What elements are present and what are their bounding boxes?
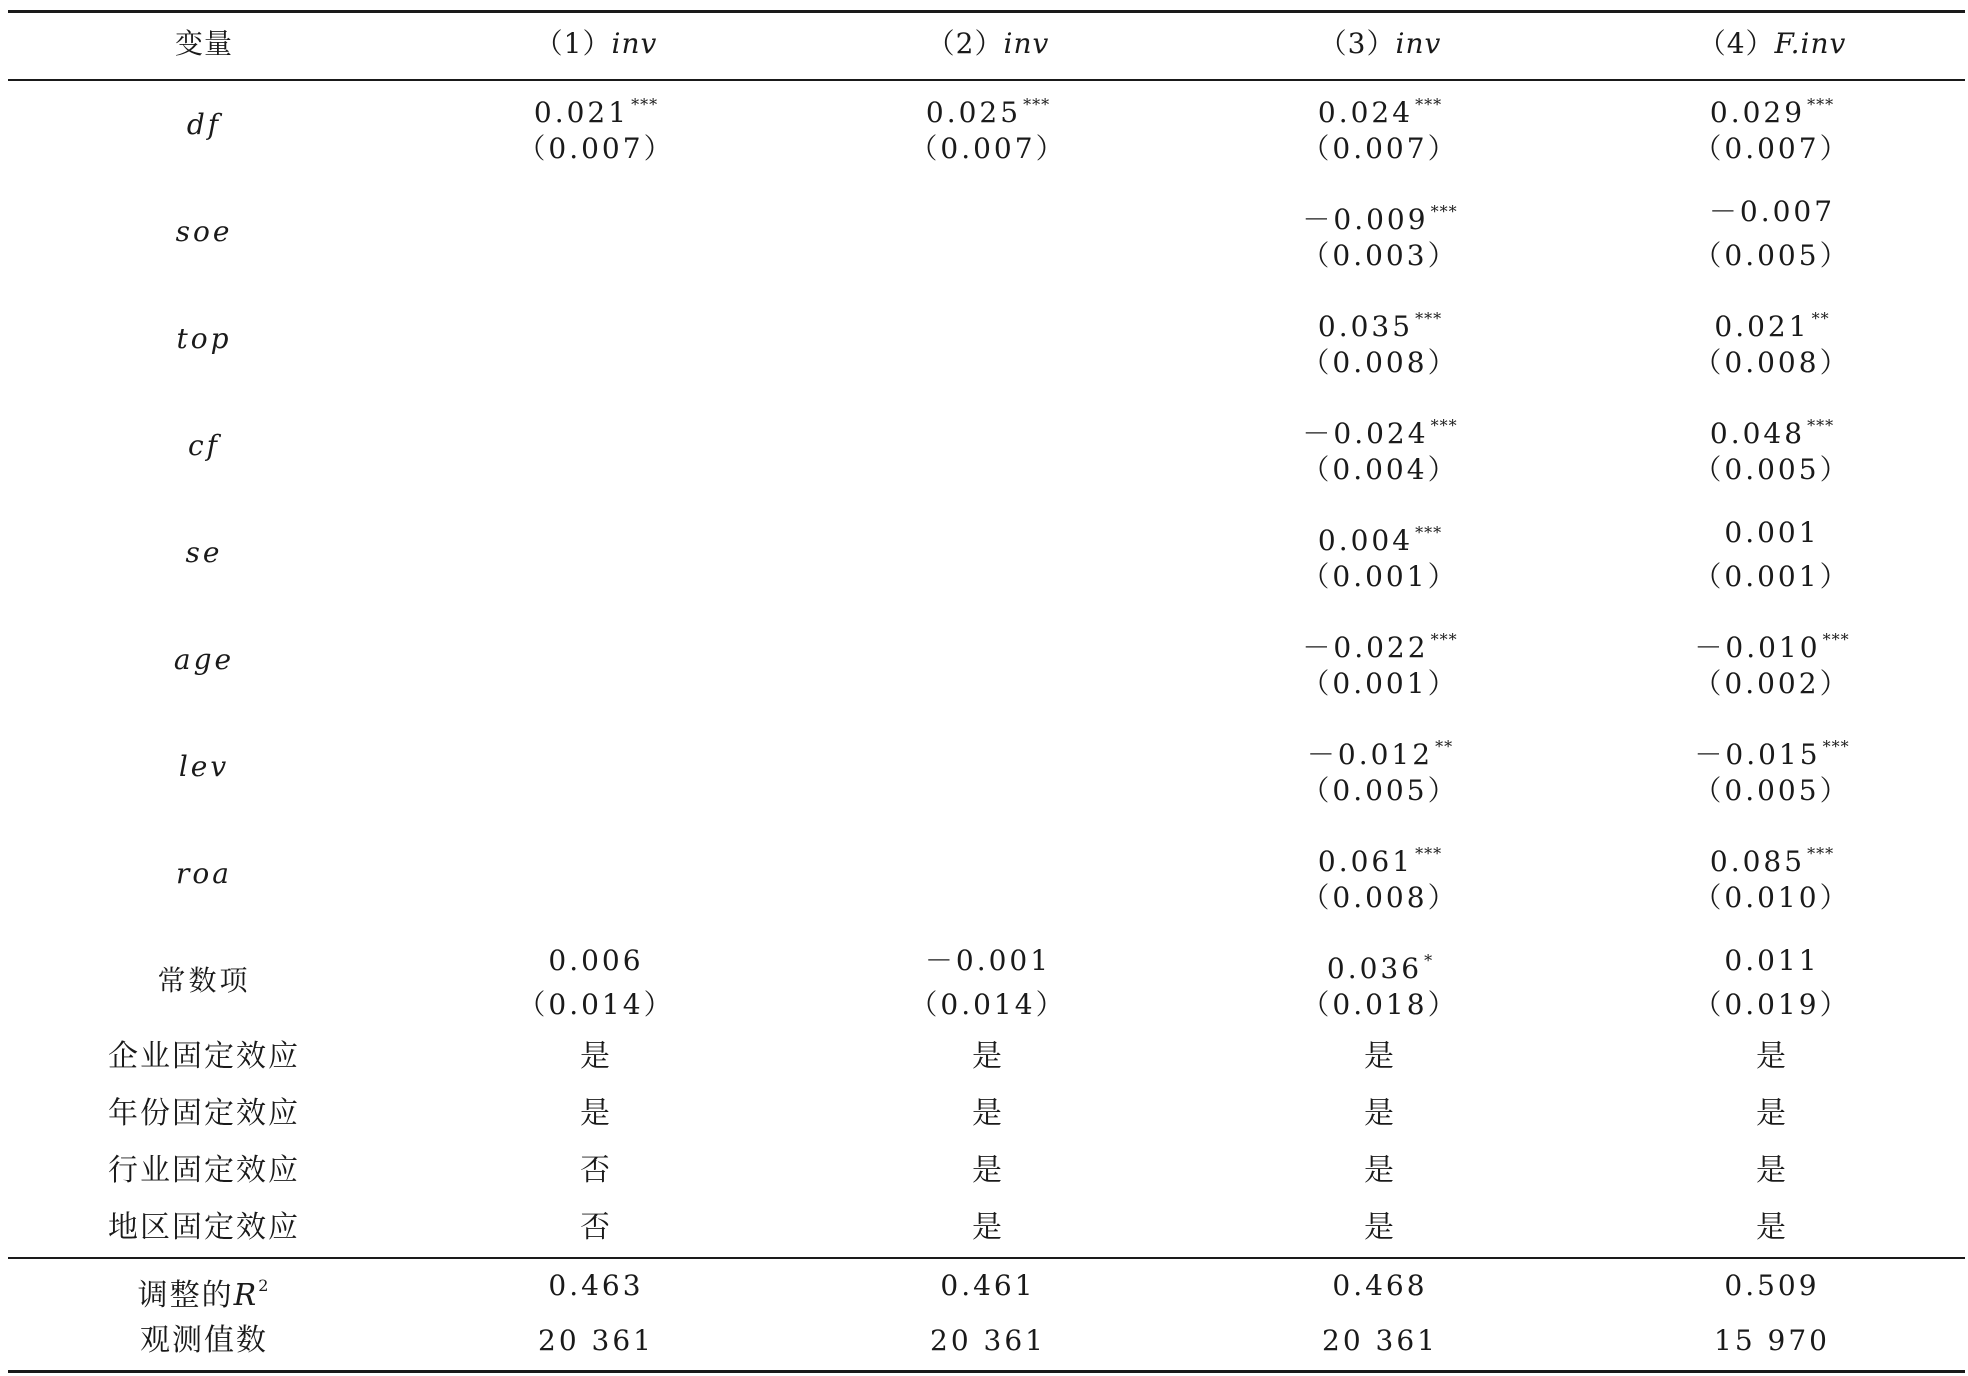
coefficient-cell (400, 404, 792, 500)
coefficient-value: －0.012 (1306, 738, 1434, 771)
fixed-effect-value: 是 (1364, 1039, 1396, 1074)
coefficient (1576, 725, 1968, 769)
standard-error (400, 555, 792, 599)
fixed-effect-value: 否 (580, 1210, 612, 1245)
significance-stars: *** (1430, 416, 1458, 435)
standard-error: （0.008） (1693, 346, 1851, 379)
variable-name: soe (175, 215, 233, 248)
coefficient-cell (792, 297, 1184, 393)
coefficient (400, 83, 792, 127)
variable-name: roa (176, 857, 232, 890)
significance-stars: *** (1807, 844, 1835, 863)
coefficient-cell (1184, 832, 1576, 928)
variable-name: df (186, 108, 222, 141)
coefficient-cell (1184, 190, 1576, 286)
coefficient-value: －0.009 (1302, 203, 1429, 236)
standard-error: （0.001） (1693, 560, 1851, 593)
statistic-name (8, 1264, 400, 1313)
fixed-effect-name: 年份固定效应 (108, 1096, 300, 1131)
coefficient (1576, 190, 1968, 234)
coefficient-value: 0.061 (1317, 845, 1414, 878)
coefficient-cell (792, 83, 1184, 179)
coefficient (400, 511, 792, 555)
coefficient-cell (400, 618, 792, 714)
coefficient (1184, 511, 1576, 555)
standard-error (792, 448, 1184, 492)
coefficient-value: 0.025 (925, 96, 1022, 129)
coefficient (1184, 725, 1576, 769)
fixed-effect-value: 是 (1756, 1039, 1788, 1074)
coefficient (1184, 832, 1576, 876)
significance-stars: *** (1430, 630, 1458, 649)
standard-error (400, 448, 792, 492)
significance-stars: *** (1822, 737, 1850, 756)
significance-stars: *** (1415, 309, 1443, 328)
coefficient-value: 0.004 (1317, 524, 1414, 557)
standard-error: （0.003） (1301, 239, 1459, 272)
coefficient (792, 939, 1184, 983)
significance-stars: ** (1435, 737, 1454, 756)
header-col1: （1）inv (534, 27, 658, 60)
fixed-effect-value: 是 (972, 1153, 1004, 1188)
coefficient (792, 297, 1184, 341)
coefficient-cell (400, 190, 792, 286)
coefficient-cell (400, 83, 792, 179)
coefficient-cell (1576, 190, 1968, 286)
standard-error (792, 769, 1184, 813)
coefficient-value: 0.001 (1724, 516, 1820, 549)
standard-error: （0.010） (1693, 881, 1851, 914)
statistic-label: 观测值数 (140, 1323, 268, 1358)
standard-error (792, 341, 1184, 385)
significance-stars: *** (1430, 202, 1458, 221)
standard-error: （0.005） (1693, 239, 1851, 272)
coefficient (1184, 939, 1576, 983)
coefficient-value: 0.021 (1714, 310, 1810, 343)
statistic-value: 0.468 (1332, 1269, 1428, 1302)
r-symbol: R (233, 1278, 259, 1313)
coefficient-value: 0.029 (1709, 96, 1806, 129)
coefficient (1576, 618, 1968, 662)
coefficient (400, 725, 792, 769)
significance-stars: *** (1415, 523, 1443, 542)
coefficient-cell (1576, 83, 1968, 179)
header-col3: （3）inv (1318, 27, 1442, 60)
coefficient-value: 0.024 (1317, 96, 1414, 129)
standard-error (792, 555, 1184, 599)
standard-error: （0.007） (1693, 132, 1851, 165)
standard-error (400, 341, 792, 385)
table-header-rule (8, 79, 1965, 81)
significance-stars: *** (1415, 844, 1443, 863)
standard-error: （0.019） (1693, 988, 1851, 1021)
coefficient-value: 0.085 (1709, 845, 1806, 878)
standard-error: （0.014） (909, 988, 1067, 1021)
standard-error: （0.005） (1693, 453, 1851, 486)
standard-error (400, 769, 792, 813)
coefficient-cell (1576, 725, 1968, 821)
standard-error (400, 662, 792, 706)
coefficient (400, 297, 792, 341)
header-col4: （4）F.inv (1697, 27, 1847, 60)
header-col2: （2）inv (926, 27, 1050, 60)
coefficient-cell (1184, 725, 1576, 821)
statistic-name (8, 1319, 400, 1363)
coefficient (792, 511, 1184, 555)
fixed-effect-name: 企业固定效应 (108, 1039, 300, 1074)
standard-error: （0.008） (1301, 881, 1459, 914)
coefficient-value: －0.022 (1302, 631, 1429, 664)
coefficient-cell (1184, 297, 1576, 393)
coefficient-cell (1184, 511, 1576, 607)
significance-stars: *** (1807, 416, 1835, 435)
standard-error: （0.007） (517, 132, 675, 165)
coefficient-cell (1184, 83, 1576, 179)
coefficient-cell (1576, 297, 1968, 393)
statistic-value: 20 361 (538, 1324, 654, 1357)
coefficient-value: －0.007 (1708, 195, 1836, 228)
variable-name: age (173, 643, 235, 676)
coefficient-cell (1576, 618, 1968, 714)
significance-stars: *** (1822, 630, 1850, 649)
coefficient-cell (792, 832, 1184, 928)
standard-error (400, 876, 792, 920)
coefficient-cell (1576, 832, 1968, 928)
statistic-value: 15 970 (1714, 1324, 1830, 1357)
coefficient-value: 0.021 (533, 96, 630, 129)
fixed-effect-value: 是 (1364, 1153, 1396, 1188)
variable-name: cf (187, 429, 221, 462)
coefficient-value: 0.036 (1326, 952, 1423, 985)
header-variable: 变量 (174, 27, 233, 60)
fixed-effect-value: 是 (580, 1039, 612, 1074)
coefficient-cell (792, 190, 1184, 286)
coefficient (1576, 939, 1968, 983)
coefficient-cell (792, 939, 1184, 1035)
significance-stars: *** (1415, 95, 1443, 114)
coefficient (1184, 297, 1576, 341)
coefficient (1184, 404, 1576, 448)
standard-error: （0.005） (1693, 774, 1851, 807)
significance-stars: * (1424, 951, 1434, 970)
significance-stars: ** (1811, 309, 1830, 328)
coefficient (1576, 297, 1968, 341)
coefficient-cell (1184, 404, 1576, 500)
coefficient-cell (1184, 939, 1576, 1035)
significance-stars: *** (631, 95, 659, 114)
coefficient-cell (400, 832, 792, 928)
coefficient (400, 190, 792, 234)
statistic-value: 0.463 (548, 1269, 644, 1302)
table-stats-rule (8, 1257, 1965, 1259)
standard-error: （0.004） (1301, 453, 1459, 486)
coefficient-value: 0.048 (1709, 417, 1806, 450)
standard-error: （0.001） (1301, 560, 1459, 593)
fixed-effect-value: 否 (580, 1153, 612, 1188)
coefficient (400, 832, 792, 876)
standard-error: （0.008） (1301, 346, 1459, 379)
coefficient-value: －0.010 (1694, 631, 1821, 664)
standard-error (400, 234, 792, 278)
coefficient-cell (400, 297, 792, 393)
fixed-effect-value: 是 (1756, 1210, 1788, 1245)
table-bottom-rule (8, 1370, 1965, 1373)
table-top-rule (8, 10, 1965, 13)
standard-error: （0.007） (909, 132, 1067, 165)
statistic-label: 调整的 (137, 1278, 234, 1313)
statistic-value: 0.461 (940, 1269, 1036, 1302)
coefficient-cell (1576, 404, 1968, 500)
coefficient-cell (1576, 511, 1968, 607)
coefficient-value: 0.011 (1724, 944, 1820, 977)
coefficient-value: 0.035 (1317, 310, 1414, 343)
coefficient (1184, 618, 1576, 662)
coefficient-cell (400, 511, 792, 607)
standard-error (792, 662, 1184, 706)
fixed-effect-name: 行业固定效应 (108, 1153, 300, 1188)
standard-error (792, 876, 1184, 920)
coefficient-value: －0.015 (1694, 738, 1821, 771)
coefficient (1184, 83, 1576, 127)
coefficient (400, 618, 792, 662)
coefficient-cell (792, 725, 1184, 821)
coefficient (1576, 404, 1968, 448)
significance-stars: *** (1023, 95, 1051, 114)
coefficient-value: －0.001 (924, 944, 1052, 977)
significance-stars: *** (1807, 95, 1835, 114)
standard-error: （0.001） (1301, 667, 1459, 700)
statistic-value: 0.509 (1724, 1269, 1820, 1302)
coefficient-value: －0.024 (1302, 417, 1429, 450)
coefficient (1576, 832, 1968, 876)
coefficient (792, 832, 1184, 876)
coefficient (792, 190, 1184, 234)
coefficient (400, 939, 792, 983)
coefficient (792, 83, 1184, 127)
coefficient-cell (792, 404, 1184, 500)
fixed-effect-name: 地区固定效应 (108, 1210, 300, 1245)
standard-error: （0.007） (1301, 132, 1459, 165)
coefficient-value: 0.006 (548, 944, 644, 977)
standard-error (792, 234, 1184, 278)
coefficient-cell (400, 939, 792, 1035)
fixed-effect-value: 是 (580, 1096, 612, 1131)
variable-name: se (185, 536, 223, 569)
coefficient-cell (1184, 618, 1576, 714)
coefficient-cell (400, 725, 792, 821)
fixed-effect-value: 是 (972, 1210, 1004, 1245)
coefficient (1184, 190, 1576, 234)
statistic-value: 20 361 (1322, 1324, 1438, 1357)
variable-name: top (176, 322, 232, 355)
statistic-value: 20 361 (930, 1324, 1046, 1357)
fixed-effect-value: 是 (972, 1096, 1004, 1131)
coefficient (792, 404, 1184, 448)
fixed-effect-value: 是 (1364, 1096, 1396, 1131)
fixed-effect-value: 是 (1756, 1153, 1788, 1188)
standard-error: （0.014） (517, 988, 675, 1021)
coefficient-cell (1576, 939, 1968, 1035)
coefficient (400, 404, 792, 448)
coefficient (792, 618, 1184, 662)
variable-name: lev (178, 750, 230, 783)
fixed-effect-value: 是 (1364, 1210, 1396, 1245)
standard-error: （0.005） (1301, 774, 1459, 807)
fixed-effect-value: 是 (1756, 1096, 1788, 1131)
fixed-effect-value: 是 (972, 1039, 1004, 1074)
coefficient-cell (792, 511, 1184, 607)
standard-error: （0.018） (1301, 988, 1459, 1021)
coefficient (1576, 83, 1968, 127)
r-squared-superscript: 2 (258, 1276, 271, 1295)
variable-name: 常数项 (157, 964, 251, 997)
coefficient (792, 725, 1184, 769)
coefficient-cell (792, 618, 1184, 714)
coefficient (1576, 511, 1968, 555)
standard-error: （0.002） (1693, 667, 1851, 700)
